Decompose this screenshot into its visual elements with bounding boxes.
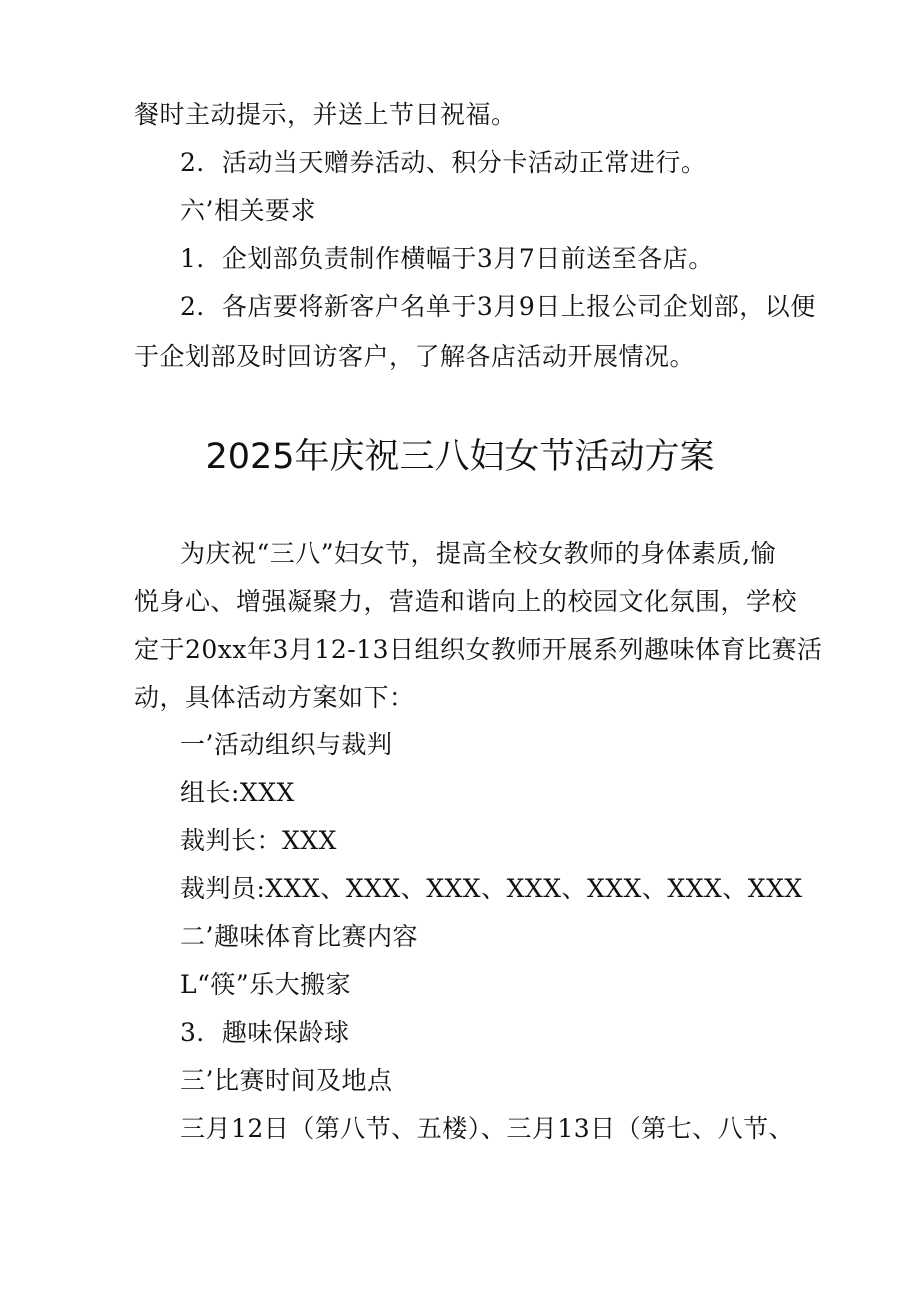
intro-paragraph-line: 动，具体活动方案如下：	[134, 683, 415, 712]
continuation-line: 餐时主动提示，并送上节日祝福。	[134, 100, 517, 129]
section-heading: 二’趣味体育比赛内容	[180, 922, 418, 951]
intro-paragraph-line: 悦身心、增强凝聚力，营造和谐向上的校园文化氛围，学校	[134, 587, 798, 616]
leader-line: 组长:XXX	[180, 778, 295, 807]
section-heading: 一’活动组织与裁判	[180, 730, 393, 759]
document-title: 2025年庆祝三八妇女节活动方案	[205, 437, 715, 477]
list-item: 2．活动当天赠券活动、积分卡活动正常进行。	[180, 148, 707, 177]
event-item: L“筷”乐大搬家	[180, 970, 352, 999]
list-item: 1．企划部负责制作横幅于3月7日前送至各店。	[180, 244, 714, 273]
intro-paragraph-line: 为庆祝“三八”妇女节，提高全校女教师的身体素质,愉	[180, 539, 777, 568]
chief-referee-line: 裁判长：XXX	[180, 826, 337, 855]
referees-line: 裁判员:XXX、XXX、XXX、XXX、XXX、XXX、XXX	[180, 874, 803, 903]
event-item: 3．趣味保龄球	[180, 1018, 350, 1047]
section-heading: 三’比赛时间及地点	[180, 1066, 393, 1095]
list-item: 2．各店要将新客户名单于3月9日上报公司企划部，以便	[180, 292, 816, 321]
section-heading: 六’相关要求	[180, 196, 316, 225]
list-item-continuation: 于企划部及时回访客户，了解各店活动开展情况。	[134, 342, 696, 371]
schedule-line: 三月12日（第八节、五楼）、三月13日（第七、八节、	[180, 1114, 795, 1143]
intro-paragraph-line: 定于20xx年3月12-13日组织女教师开展系列趣味体育比赛活	[134, 635, 823, 664]
